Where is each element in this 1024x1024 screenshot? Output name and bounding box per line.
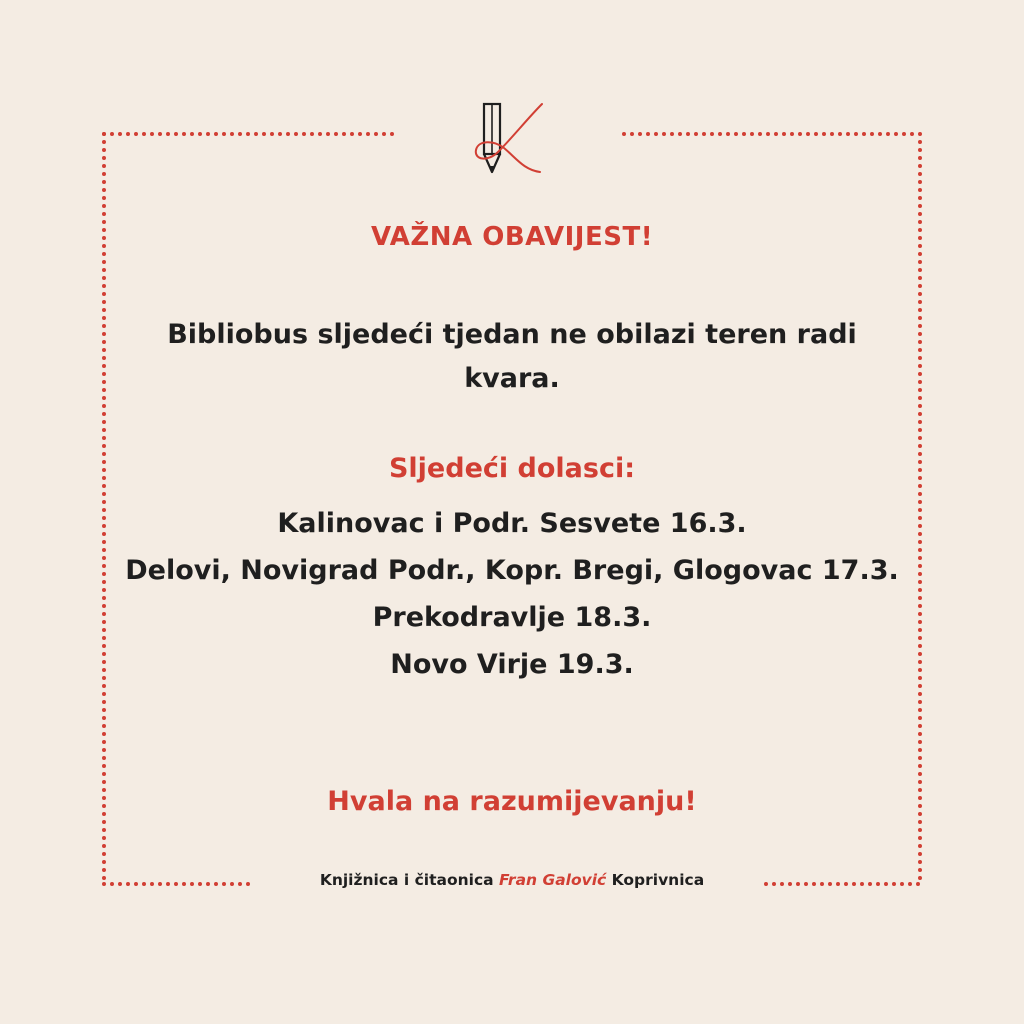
list-item: Prekodravlje 18.3.: [372, 602, 652, 633]
footer-library-name: Fran Galović: [499, 871, 607, 889]
thanks-message: Hvala na razumijevanju!: [327, 786, 697, 817]
library-footer: [270, 871, 754, 889]
pencil-k-logo-icon: [462, 96, 552, 186]
list-item: Novo Virje 19.3.: [390, 649, 634, 680]
notice-message: Bibliobus sljedeći tjedan ne obilazi teren radi kvara.: [167, 319, 857, 394]
notice-title: VAŽNA OBAVIJEST!: [370, 222, 654, 252]
arrivals-list: [110, 500, 914, 688]
arrivals-heading: Sljedeći dolasci:: [388, 453, 636, 484]
footer-prefix: Knjižnica i čitaonica: [319, 871, 494, 889]
list-item: Kalinovac i Podr. Sesvete 16.3.: [277, 508, 747, 539]
list-item: Delovi, Novigrad Podr., Kopr. Bregi, Glogovac 17.3.: [125, 555, 899, 586]
footer-city: Koprivnica: [611, 871, 705, 889]
